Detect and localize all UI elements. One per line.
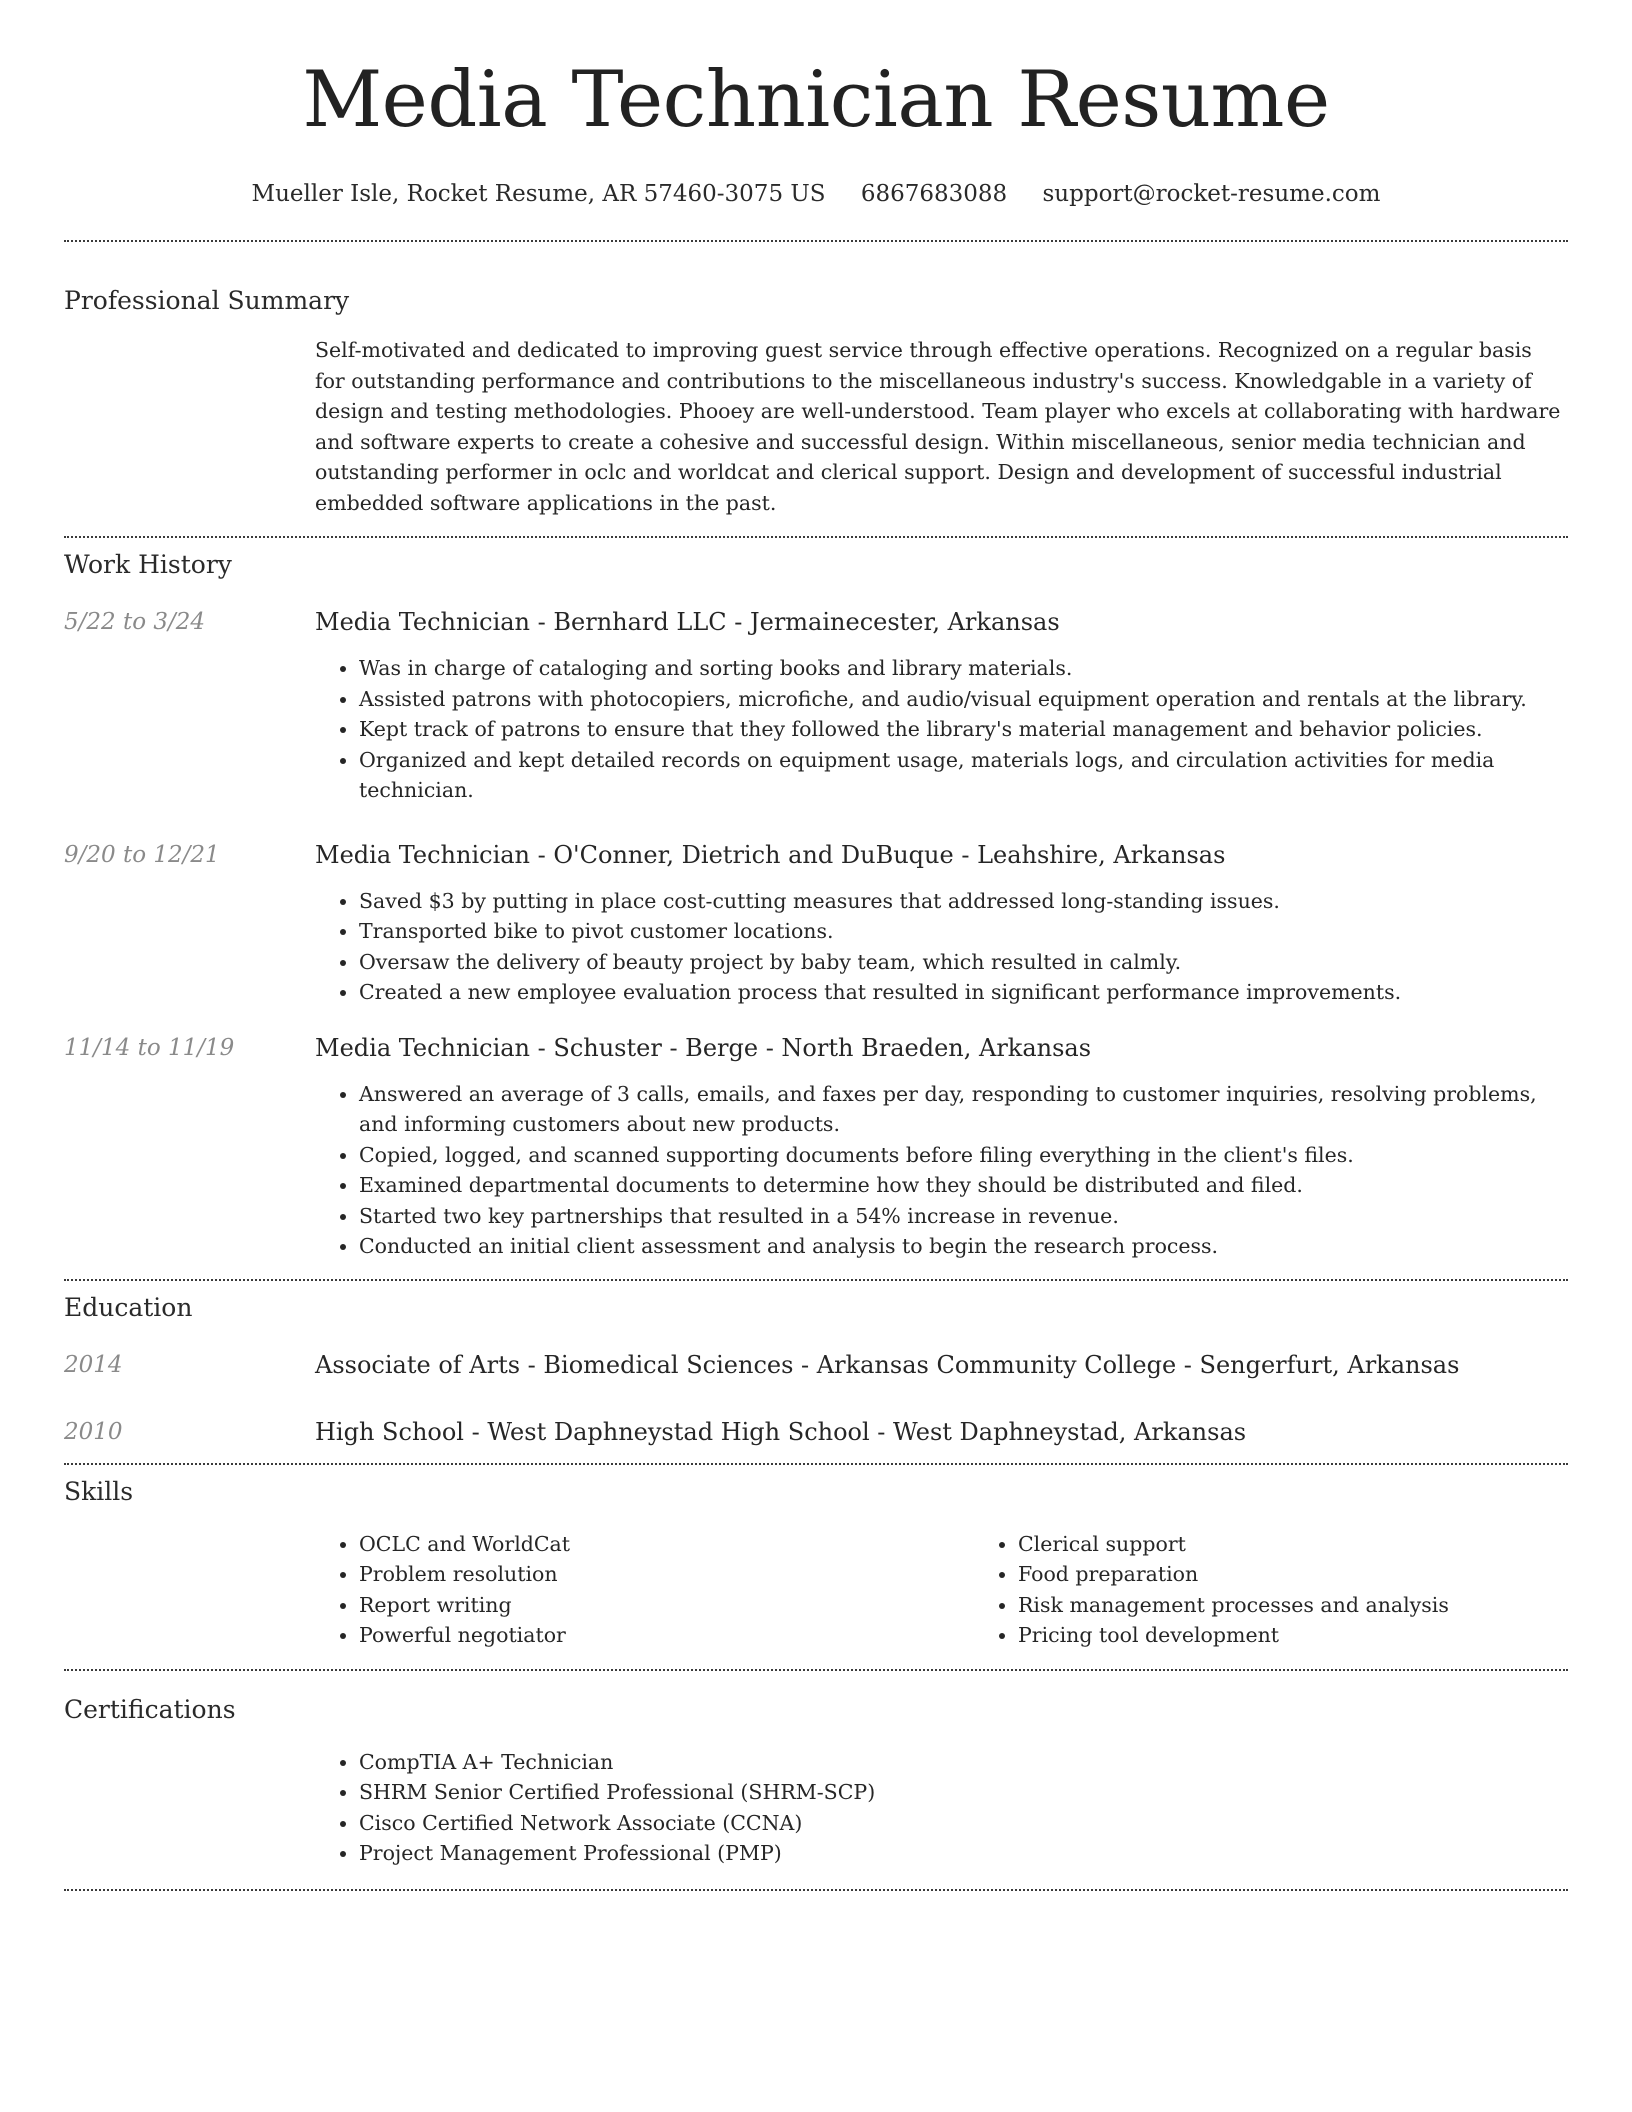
job-entry (64, 605, 1568, 806)
skill-item: • Clerical support (1018, 1529, 1632, 1560)
divider (64, 1889, 1568, 1891)
job-entry (64, 1031, 1568, 1279)
skill-item: • Powerful negotiator (359, 1620, 974, 1651)
education-heading: Education (64, 1292, 193, 1322)
job-title: Media Technician - Bernhard LLC - Jermainecester, Arkansas (315, 608, 1060, 636)
job-bullet: • Organized and kept detailed records on equipment usage, materials logs, and circulation activities for media technician. (359, 745, 1568, 806)
job-bullet: • Saved $3 by putting in place cost-cutting measures that addressed long-standing issues. (359, 886, 1568, 917)
summary-section (64, 242, 1568, 536)
job-bullets (315, 653, 1568, 806)
job-bullets (315, 1079, 1568, 1262)
job-bullet: • Transported bike to pivot customer locations. (359, 916, 1568, 947)
education-title: High School - West Daphneystad High School - West Daphneystad, Arkansas (315, 1417, 1247, 1446)
skills-list-left (315, 1529, 974, 1651)
resume-header (64, 0, 1568, 210)
contact-phone: 6867683088 (860, 181, 1008, 207)
skill-item: • OCLC and WorldCat (359, 1529, 974, 1560)
skills-heading: Skills (64, 1476, 134, 1506)
education-title: Associate of Arts - Biomedical Sciences - Arkansas Community College - Sengerfurt, Arkansas (315, 1350, 1460, 1379)
job-title: Media Technician - O'Conner, Dietrich and DuBuque - Leahshire, Arkansas (315, 840, 1226, 869)
job-bullet: • Oversaw the delivery of beauty project by baby team, which resulted in calmly. (359, 947, 1568, 978)
skill-item: • Risk management processes and analysis (1018, 1590, 1632, 1621)
job-bullet: • Assisted patrons with photocopiers, microfiche, and audio/visual equipment operation and rentals at the library. (359, 684, 1568, 715)
certifications-list (315, 1747, 1568, 1869)
skills-list-right (974, 1529, 1632, 1651)
education-year: 2010 (64, 1418, 123, 1445)
job-bullets (315, 886, 1568, 1008)
job-bullet: • Started two key partnerships that resulted in a 54% increase in revenue. (359, 1201, 1568, 1232)
skill-item: • Pricing tool development (1018, 1620, 1632, 1651)
job-bullet: • Conducted an initial client assessment and analysis to begin the research process. (359, 1231, 1568, 1262)
summary-heading: Professional Summary (64, 286, 350, 315)
job-bullet: • Created a new employee evaluation process that resulted in significant performance improvements. (359, 977, 1568, 1008)
certification-item: • Cisco Certified Network Associate (CCNA) (359, 1808, 1568, 1839)
job-bullet: • Kept track of patrons to ensure that they followed the library's material management and behavior policies. (359, 714, 1568, 745)
certification-item: • CompTIA A+ Technician (359, 1747, 1568, 1778)
job-dates: 5/22 to 3/24 (64, 609, 206, 635)
certifications-heading: Certifications (64, 1694, 236, 1724)
certifications-section (64, 1671, 1568, 1889)
job-entry (64, 838, 1568, 1008)
contact-email: support@rocket-resume.com (1042, 181, 1381, 207)
skill-item: • Report writing (359, 1590, 974, 1621)
job-bullet: • Was in charge of cataloging and sorting books and library materials. (359, 653, 1568, 684)
skill-item: • Food preparation (1018, 1559, 1632, 1590)
job-bullet: • Copied, logged, and scanned supporting documents before filing everything in the client's files. (359, 1140, 1568, 1171)
contact-address: Mueller Isle, Rocket Resume, AR 57460-3075 US (251, 181, 826, 207)
resume-page (64, 0, 1568, 1891)
education-section (64, 1281, 1568, 1463)
page-title: Media Technician Resume (302, 55, 1330, 145)
contact-line (64, 178, 1568, 210)
work-history-section (64, 538, 1568, 1279)
job-dates: 11/14 to 11/19 (64, 1034, 235, 1061)
skill-item: • Problem resolution (359, 1559, 974, 1590)
summary-text: Self-motivated and dedicated to improving guest service through effective operations. Recognized on a regular basis for outstanding performance and contributions to the miscellaneous industry's success. Knowledgable in a variety of design and testing methodologies. Phooey are well-understood. Team player who excels at collaborating with hardware and software experts to create a cohesive and successful design. Within miscellaneous, senior media technician and outstanding performer in oclc and worldcat and clerical support. Design and development of successful industrial embedded software applications in the past. (315, 338, 1561, 515)
education-entry (64, 1348, 1568, 1382)
job-title: Media Technician - Schuster - Berge - North Braeden, Arkansas (315, 1033, 1092, 1062)
certification-item: • Project Management Professional (PMP) (359, 1838, 1568, 1869)
job-dates: 9/20 to 12/21 (64, 841, 220, 868)
skills-section (64, 1465, 1568, 1669)
certification-item: • SHRM Senior Certified Professional (SHRM-SCP) (359, 1777, 1568, 1808)
work-history-heading: Work History (64, 550, 232, 579)
education-entry (64, 1415, 1568, 1449)
education-year: 2014 (64, 1351, 123, 1378)
job-bullet: • Answered an average of 3 calls, emails, and faxes per day, responding to customer inquiries, resolving problems, and informing customers about new products. (359, 1079, 1568, 1140)
job-bullet: • Examined departmental documents to determine how they should be distributed and filed. (359, 1170, 1568, 1201)
